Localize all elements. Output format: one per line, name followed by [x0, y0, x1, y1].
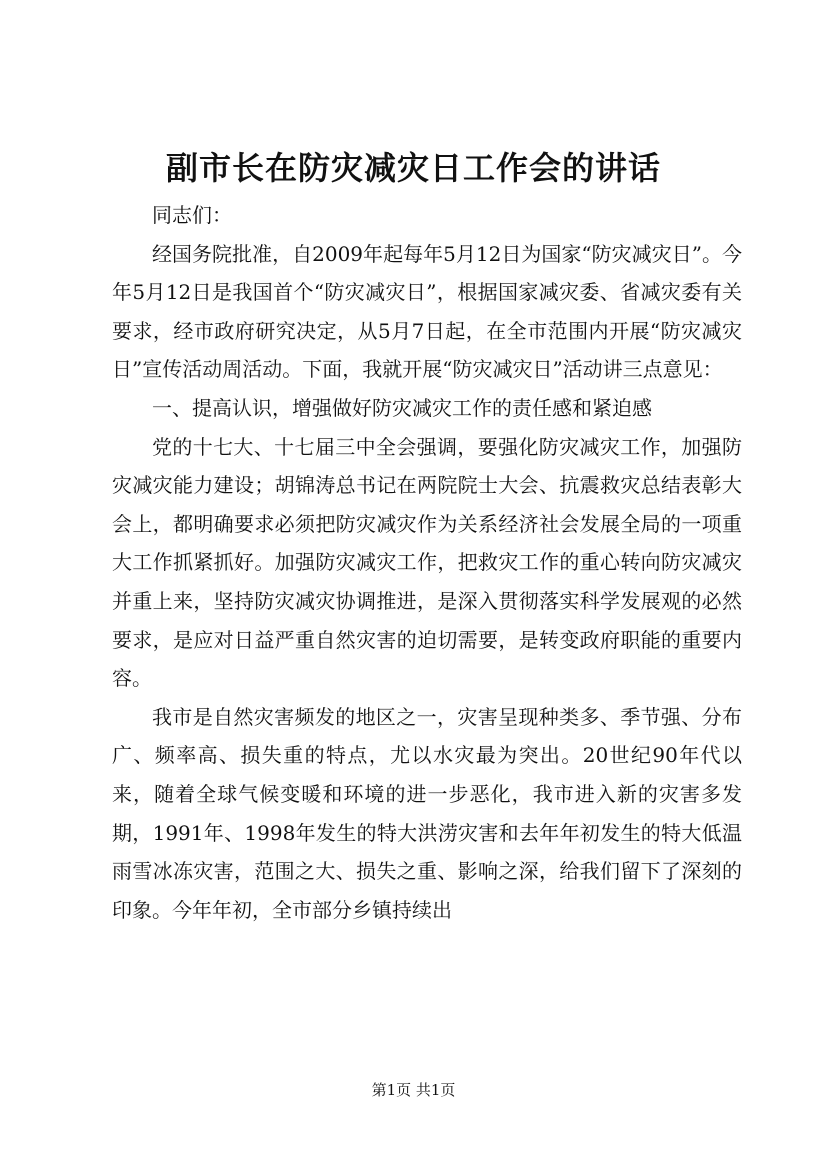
- paragraph-party-congress: 党的十七大、十七届三中全会强调，要强化防灾减灾工作，加强防灾减灾能力建设；胡锦涛总书记在两院院士大会、抗震救灾总结表彰大会上，都明确要求必须把防灾减灾作为关系经济社会发展全局的一项重大工作抓紧抓好。加强防灾减灾工作，把救灾工作的重心转向防灾减灾并重上来，坚持防灾减灾协调推进，是深入贯彻落实科学发展观的必然要求，是应对日益严重自然灾害的迫切需要，是转变政府职能的重要内容。: [112, 434, 742, 691]
- paragraph-intro: 经国务院批准，自2009年起每年5月12日为国家“防灾减灾日”。今年5月12日是我国首个“防灾减灾日”，根据国家减灾委、省减灾委有关要求，经市政府研究决定，从5月7日起，在全市范围内开展“防灾减灾日”宣传活动周活动。下面，我就开展“防灾减灾日”活动讲三点意见：: [112, 241, 742, 382]
- document-body: [112, 196, 742, 929]
- paragraph-city-disasters: 我市是自然灾害频发的地区之一，灾害呈现种类多、季节强、分布广、频率高、损失重的特点，尤以水灾最为突出。20世纪90年代以来，随着全球气候变暖和环境的进一步恶化，我市进入新的灾害多发期，1991年、1998年发生的特大洪涝灾害和去年年初发生的特大低温雨雪冰冻灾害，范围之大、损失之重、影响之深，给我们留下了深刻的印象。今年年初，全市部分乡镇持续出: [112, 704, 742, 922]
- salutation: 同志们：: [152, 203, 232, 227]
- section-heading-1: 一、提高认识，增强做好防灾减灾工作的责任感和紧迫感: [152, 395, 652, 420]
- document-title: 副市长在防灾减灾日工作会的讲话: [165, 149, 661, 187]
- page-footer: 第1页 共1页: [371, 1081, 456, 1099]
